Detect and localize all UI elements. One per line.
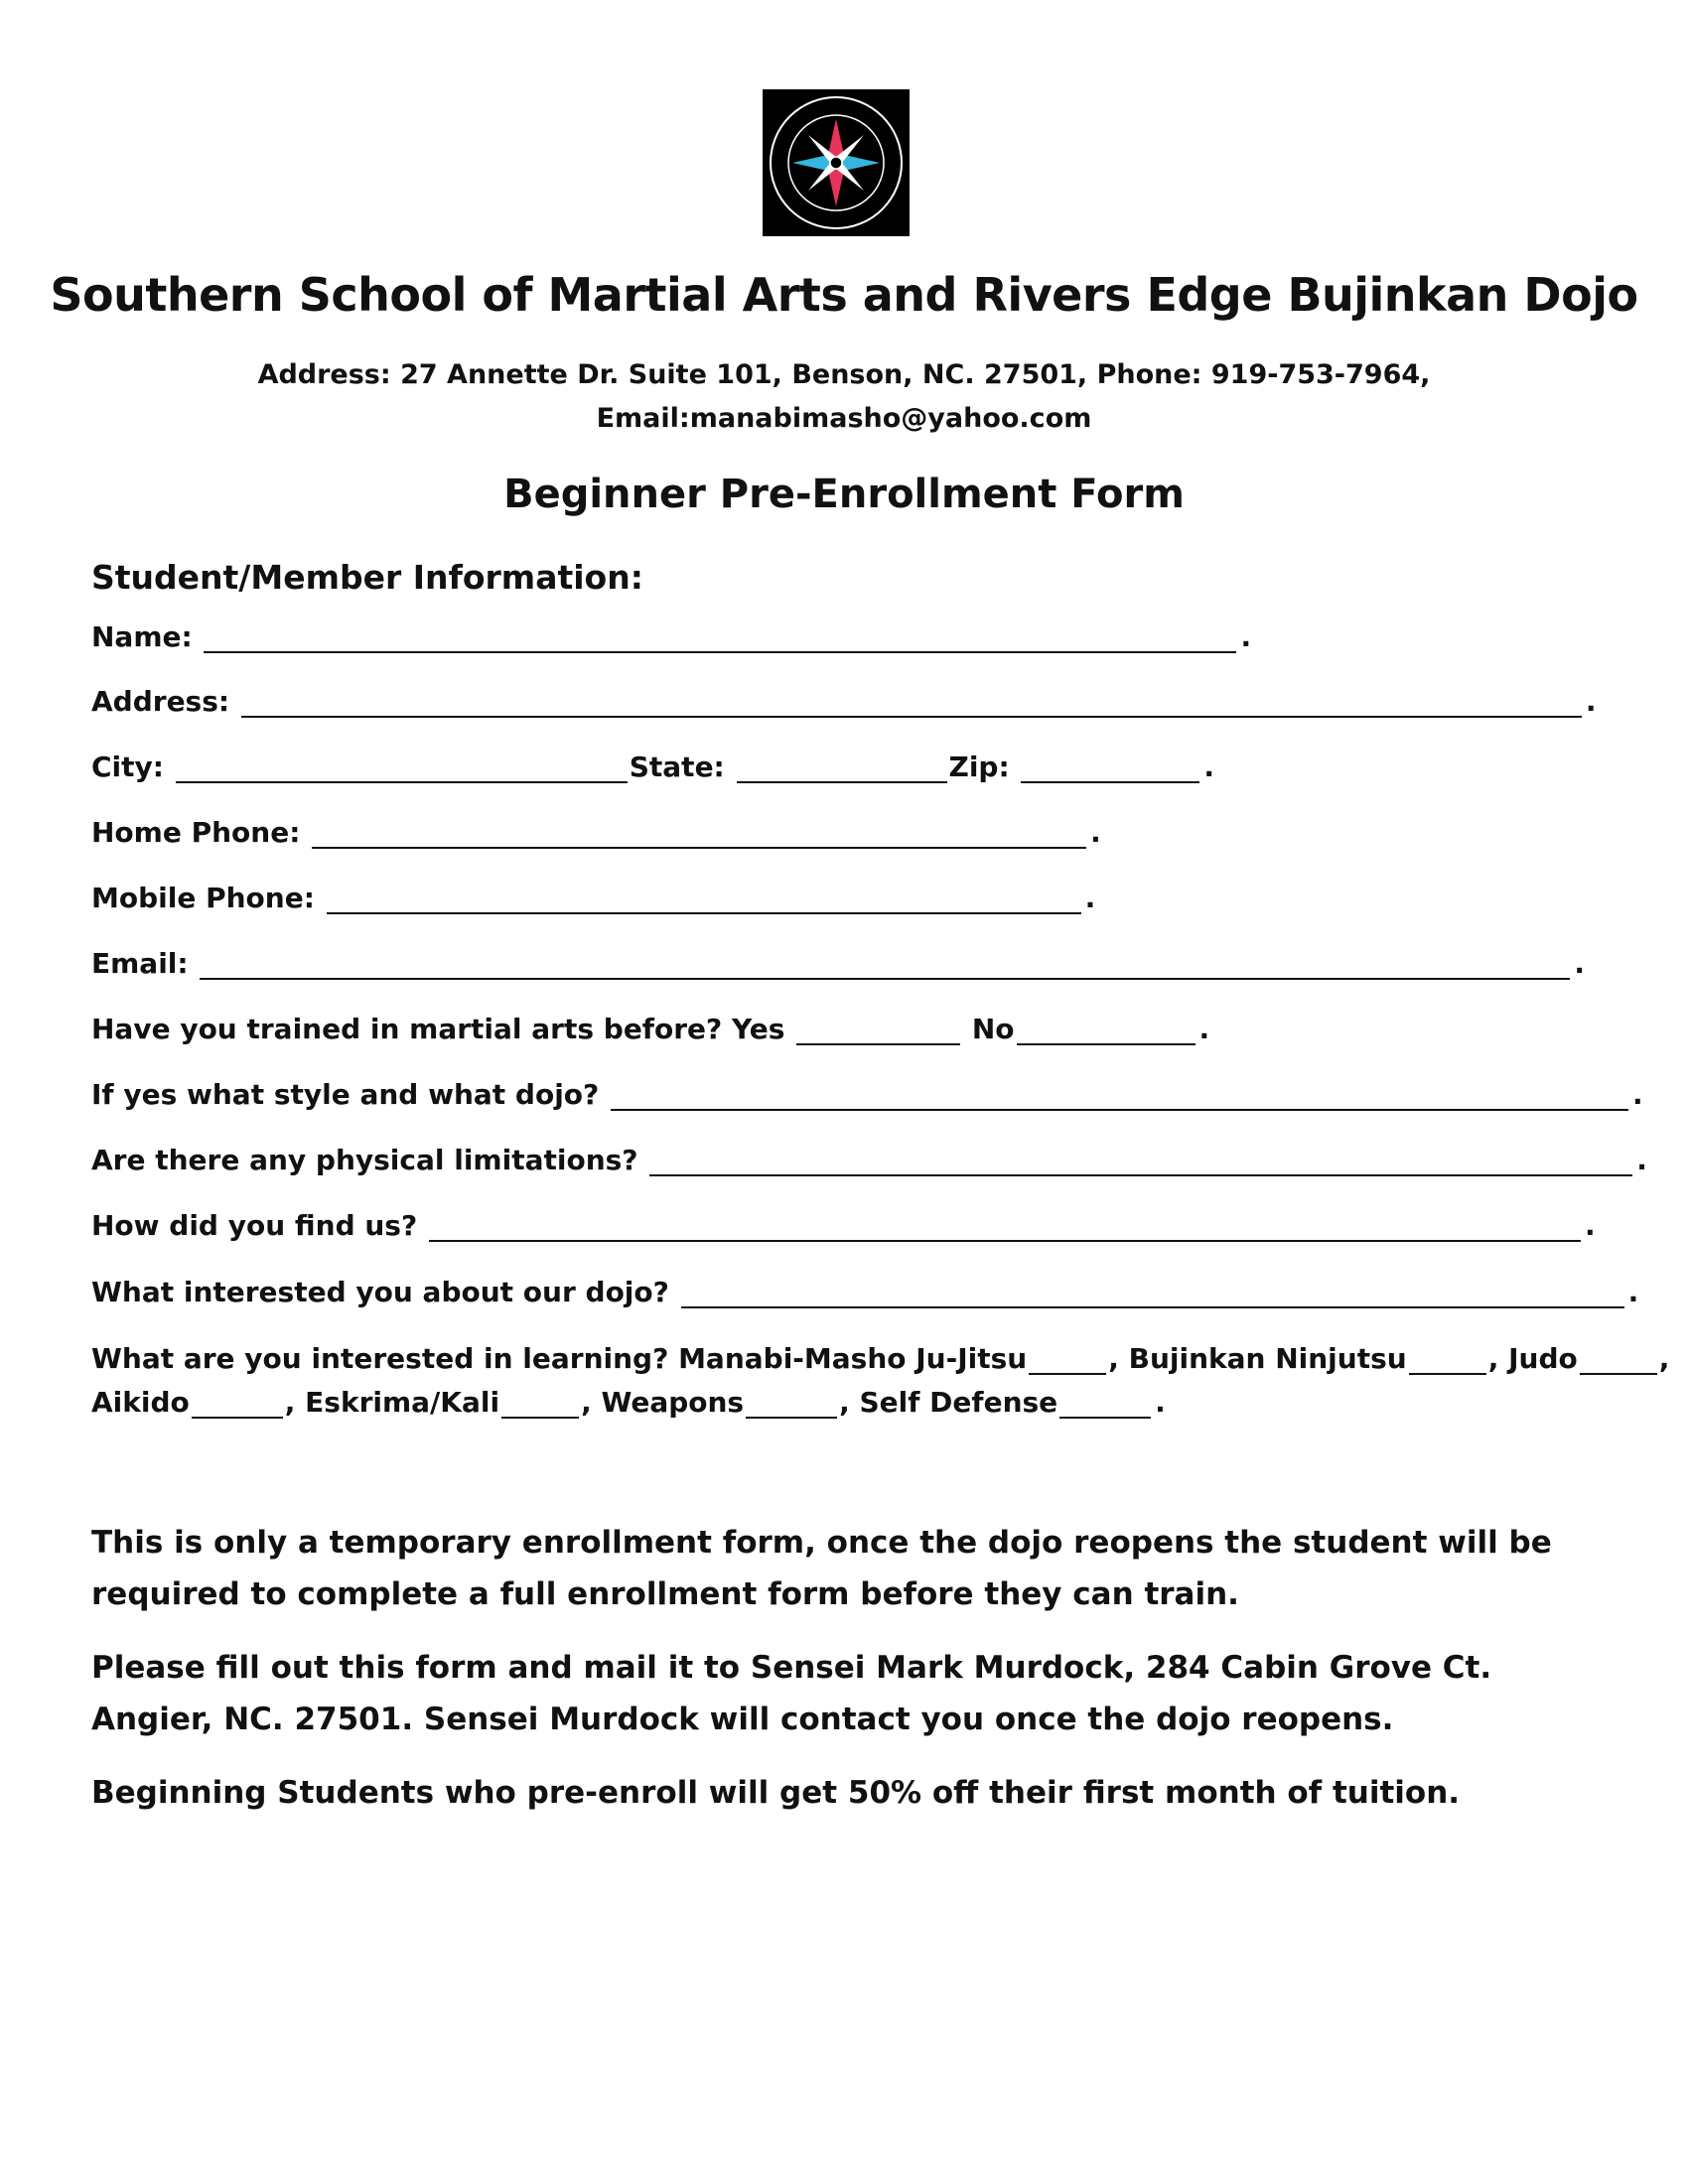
address-field[interactable] (241, 686, 1582, 718)
dojo-logo-emblem (763, 89, 910, 236)
period: . (1155, 1386, 1166, 1419)
eskrima-field[interactable] (501, 1387, 579, 1419)
interest-row (91, 1276, 1638, 1315)
period: . (1090, 816, 1101, 849)
find-us-field[interactable] (429, 1210, 1581, 1242)
email-line: Email:manabimasho@yahoo.com (596, 403, 1092, 434)
zip-label: Zip: (948, 751, 1010, 783)
home-phone-row (91, 816, 1101, 856)
email-row (91, 947, 1585, 987)
period: . (1585, 685, 1597, 718)
interest-label: What interested you about our dojo? (91, 1276, 669, 1308)
learning-row-1 (91, 1342, 1669, 1382)
discount-note: Beginning Students who pre-enroll will get 50% off their first month of tuition. (91, 1775, 1461, 1811)
address-label: Address: (91, 685, 230, 718)
judo-label: , Judo (1487, 1342, 1578, 1375)
eskrima-label: , Eskrima/Kali (284, 1386, 500, 1419)
form-title: Beginner Pre-Enrollment Form (503, 472, 1185, 517)
trained-label: Have you trained in martial arts before? Yes (91, 1013, 785, 1045)
style-dojo-row (91, 1078, 1643, 1118)
limitations-field[interactable] (649, 1145, 1632, 1176)
section-heading: Student/Member Information: (91, 558, 643, 597)
address-row (91, 685, 1596, 725)
limitations-row (91, 1144, 1647, 1183)
trained-before-row (91, 1013, 1209, 1052)
limitations-label: Are there any physical limitations? (91, 1144, 638, 1176)
jujitsu-field[interactable] (1029, 1343, 1106, 1375)
aikido-label: Aikido (91, 1386, 190, 1419)
mobile-phone-label: Mobile Phone: (91, 882, 315, 914)
school-title: Southern School of Martial Arts and Rivers Edge Bujinkan Dojo (50, 268, 1638, 322)
learning-row-2 (91, 1386, 1166, 1426)
state-label: State: (629, 751, 725, 783)
home-phone-field[interactable] (312, 817, 1086, 849)
name-field[interactable] (204, 621, 1236, 653)
weapons-field[interactable] (746, 1387, 837, 1419)
city-field[interactable] (176, 751, 628, 783)
self-defense-field[interactable] (1059, 1387, 1151, 1419)
trained-no-field[interactable] (1017, 1014, 1196, 1045)
period: . (1636, 1144, 1647, 1176)
learning-label: What are you interested in learning? Manabi-Masho Ju-Jitsu (91, 1342, 1028, 1375)
period: . (1627, 1276, 1639, 1308)
dojo-logo (763, 89, 910, 236)
temporary-form-note: This is only a temporary enrollment form, once the dojo reopens the student will be required to complete a full enrollment form before they can train. (91, 1525, 1552, 1612)
home-phone-label: Home Phone: (91, 816, 301, 849)
city-label: City: (91, 751, 164, 783)
email-label: Email: (91, 947, 189, 980)
state-field[interactable] (737, 751, 947, 783)
no-label: No (971, 1013, 1015, 1045)
period: . (1240, 620, 1252, 653)
style-label: If yes what style and what dojo? (91, 1078, 600, 1111)
weapons-label: , Weapons (581, 1386, 745, 1419)
comma: , (1658, 1342, 1670, 1375)
period: . (1198, 1013, 1210, 1045)
mobile-phone-field[interactable] (327, 883, 1081, 914)
period: . (1632, 1078, 1643, 1111)
zip-field[interactable] (1021, 751, 1199, 783)
period: . (1574, 947, 1585, 980)
find-us-row (91, 1209, 1596, 1249)
judo-field[interactable] (1580, 1343, 1657, 1375)
find-label: How did you find us? (91, 1209, 418, 1242)
email-field[interactable] (200, 948, 1570, 980)
mobile-phone-row (91, 882, 1095, 921)
period: . (1084, 882, 1096, 914)
city-state-zip-row (91, 751, 1214, 790)
name-row (91, 620, 1251, 660)
style-dojo-field[interactable] (611, 1079, 1628, 1111)
name-label: Name: (91, 620, 193, 653)
bujinkan-label: , Bujinkan Ninjutsu (1108, 1342, 1407, 1375)
aikido-field[interactable] (192, 1387, 283, 1419)
address-line: Address: 27 Annette Dr. Suite 101, Benson, NC. 27501, Phone: 919-753-7964, (257, 359, 1431, 390)
trained-yes-field[interactable] (796, 1014, 960, 1045)
self-defense-label: , Self Defense (839, 1386, 1058, 1419)
ninjutsu-field[interactable] (1409, 1343, 1486, 1375)
mail-instructions-note: Please fill out this form and mail it to Sensei Mark Murdock, 284 Cabin Grove Ct. Angier, NC. 27501. Sensei Murdock will contact you once the dojo reopens. (91, 1650, 1492, 1737)
interest-field[interactable] (681, 1277, 1624, 1308)
period: . (1584, 1209, 1596, 1242)
period: . (1203, 751, 1215, 783)
